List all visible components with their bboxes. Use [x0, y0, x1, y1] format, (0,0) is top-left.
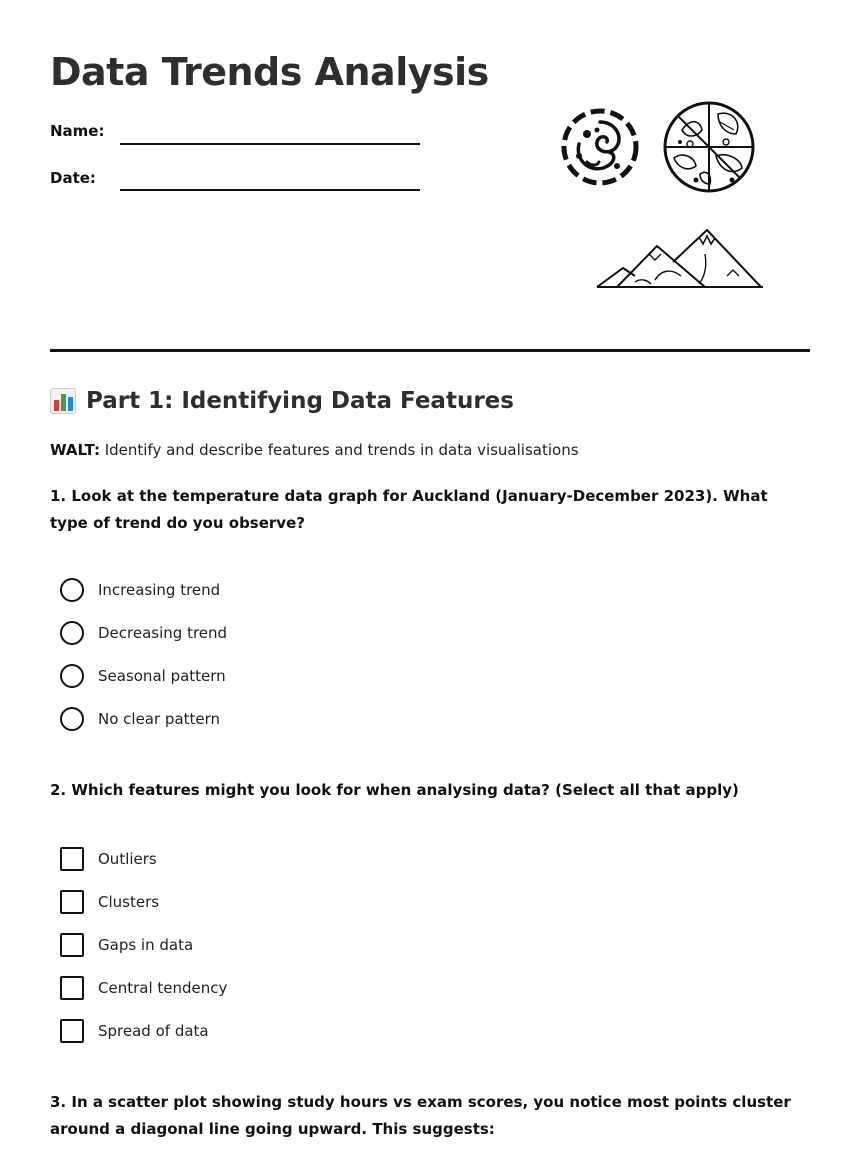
section-divider [50, 349, 810, 352]
radio-button[interactable] [60, 578, 84, 602]
walt-label: WALT: [50, 441, 100, 459]
bar-chart-icon [50, 388, 76, 414]
option-label: Decreasing trend [98, 624, 228, 642]
option-label: Spread of data [98, 1022, 209, 1040]
checkbox[interactable] [60, 1019, 84, 1043]
q2-option-outliers[interactable] [60, 846, 157, 872]
leaf-pattern-circle-icon [660, 100, 758, 194]
section-title: Part 1: Identifying Data Features [86, 388, 514, 414]
q2-option-spread[interactable] [60, 1018, 209, 1044]
q1-option-no-pattern[interactable] [60, 706, 220, 732]
q2-option-central-tendency[interactable] [60, 975, 227, 1001]
question-2: 2. Which features might you look for when analysing data? (Select all that apply) [50, 781, 739, 799]
checkbox[interactable] [60, 890, 84, 914]
q2-option-gaps[interactable] [60, 932, 193, 958]
question-3: 3. In a scatter plot showing study hours vs exam scores, you notice most points cluster around a diagonal line going upward. This suggests: [50, 1093, 791, 1138]
q1-option-decreasing[interactable] [60, 620, 227, 646]
option-label: Clusters [98, 893, 160, 911]
q2-option-clusters[interactable] [60, 889, 159, 915]
option-label: Increasing trend [98, 581, 221, 599]
koru-swirl-icon [557, 106, 643, 188]
q1-option-seasonal[interactable] [60, 663, 226, 689]
walt-statement [50, 441, 579, 459]
q1-option-increasing[interactable] [60, 577, 220, 603]
page-title: Data Trends Analysis [50, 50, 489, 94]
mountains-icon [595, 226, 765, 290]
date-label: Date: [50, 169, 96, 187]
checkbox[interactable] [60, 976, 84, 1000]
name-label: Name: [50, 122, 105, 140]
date-field[interactable] [120, 189, 420, 191]
radio-button[interactable] [60, 621, 84, 645]
option-label: Seasonal pattern [98, 667, 226, 685]
radio-button[interactable] [60, 707, 84, 731]
option-label: Gaps in data [98, 936, 194, 954]
option-label: Outliers [98, 850, 157, 868]
question-1: 1. Look at the temperature data graph for Auckland (January-December 2023). What type of trend do you observe? [50, 487, 768, 532]
option-label: No clear pattern [98, 710, 221, 728]
option-label: Central tendency [98, 979, 228, 997]
checkbox[interactable] [60, 933, 84, 957]
radio-button[interactable] [60, 664, 84, 688]
walt-text: Identify and describe features and trends in data visualisations [99, 441, 579, 459]
name-field[interactable] [120, 143, 420, 145]
section-heading [50, 388, 514, 414]
checkbox[interactable] [60, 847, 84, 871]
